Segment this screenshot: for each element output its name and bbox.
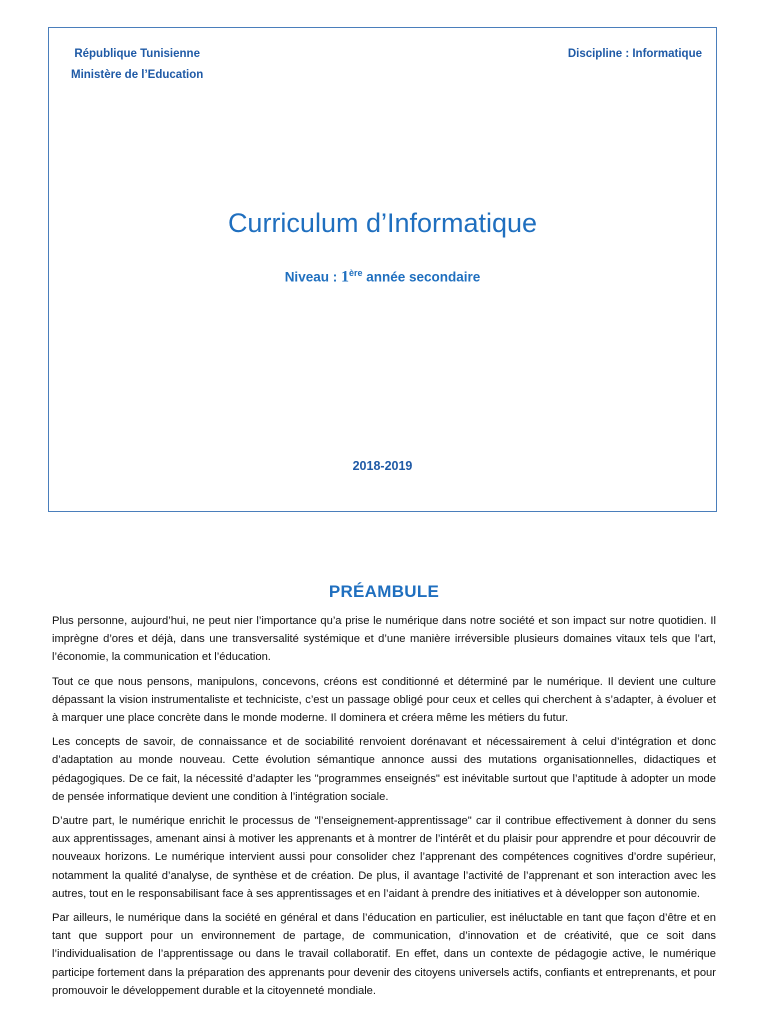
level-number: 1 <box>340 268 349 286</box>
ministry-header <box>71 44 203 86</box>
preamble-body <box>52 612 716 1006</box>
country-name: République Tunisienne <box>74 48 200 60</box>
document-title: Curriculum d’Informatique <box>227 208 538 238</box>
school-year: 2018-2019 <box>352 459 413 473</box>
level-superscript: ère <box>348 268 363 278</box>
preamble-paragraph-3: Les concepts de savoir, de connaissance et de sociabilité renvoient dorénavant et nécessairement à celui d’intégration et donc d’adaptation au monde nouveau. Cette évolution sémantique annonce aussi des mutations organisationnelles, didactiques et pédagogiques. De ce fait, la nécessité d’adapter les "programmes enseignés" est inévitable surtout que l’aptitude à adopter un mode de pensée informatique devient une condition à l’intégration sociale. <box>52 736 716 803</box>
preamble-paragraph-4: D’autre part, le numérique enrichit le processus de "l’enseignement-apprentissage" car il contribue effectivement à donner du sens aux apprentissages, amenant ainsi à motiver les apprenants et à montrer de l’intérêt et du plaisir pour apprendre et pour découvrir de nouveaux horizons. Le numérique intervient aussi pour consolider chez l’apprenant des compétences cognitives d’ordre supérieur, notamment la qualité d’analyse, de synthèse et de création. De plus, il avantage l’activité de l’apprenant et son interaction avec les autres, tout en le responsabilisant face à ses apprentissages et en l’aidant à prendre des initiatives et à développer son autonomie. <box>52 815 716 900</box>
level-suffix: année secondaire <box>362 269 481 285</box>
preamble-heading: PRÉAMBULE <box>328 582 440 601</box>
preamble-paragraph-2: Tout ce que nous pensons, manipulons, concevons, créons est conditionné et déterminé par le numérique. Il devient une culture dépassant la vision instrumentaliste et techniciste, c’est un passage obligé pour ceux et celles qui cherchent à s’adapter, à évoluer et à marquer une place concrète dans le monde moderne. Il dominera et créera même les métiers du futur. <box>52 675 716 725</box>
level-line <box>49 268 716 287</box>
preamble-paragraph-5: Par ailleurs, le numérique dans la société en général et dans l’éducation en particulier, est inéluctable en tant que façon d’être et en tant que support pour un environnement de partage, de communication, d’innovation et de créativité, que ce soit dans l’individualisation de l’apprentissage ou dans le travail collaboratif. En effet, dans un contexte de pédagogie active, le numérique participe fortement dans la préparation des apprenants pour devenir des citoyens universels actifs, confiants et entreprenants, et pour promouvoir le développement durable et la citoyenneté mondiale. <box>52 912 716 997</box>
preamble-paragraph-1: Plus personne, aujourd’hui, ne peut nier l’importance qu’a prise le numérique dans notre société et son impact sur notre quotidien. Il imprègne d’ores et déjà, dans une transversalité systémique et d’une manière irréversible plusieurs domaines vitaux tels que l’art, l’économie, la communication et l’éducation. <box>52 615 716 664</box>
ministry-name: Ministère de l’Education <box>71 69 204 81</box>
discipline-label: Discipline : Informatique <box>567 48 702 60</box>
level-prefix: Niveau : <box>284 269 341 285</box>
cover-frame <box>48 27 717 512</box>
